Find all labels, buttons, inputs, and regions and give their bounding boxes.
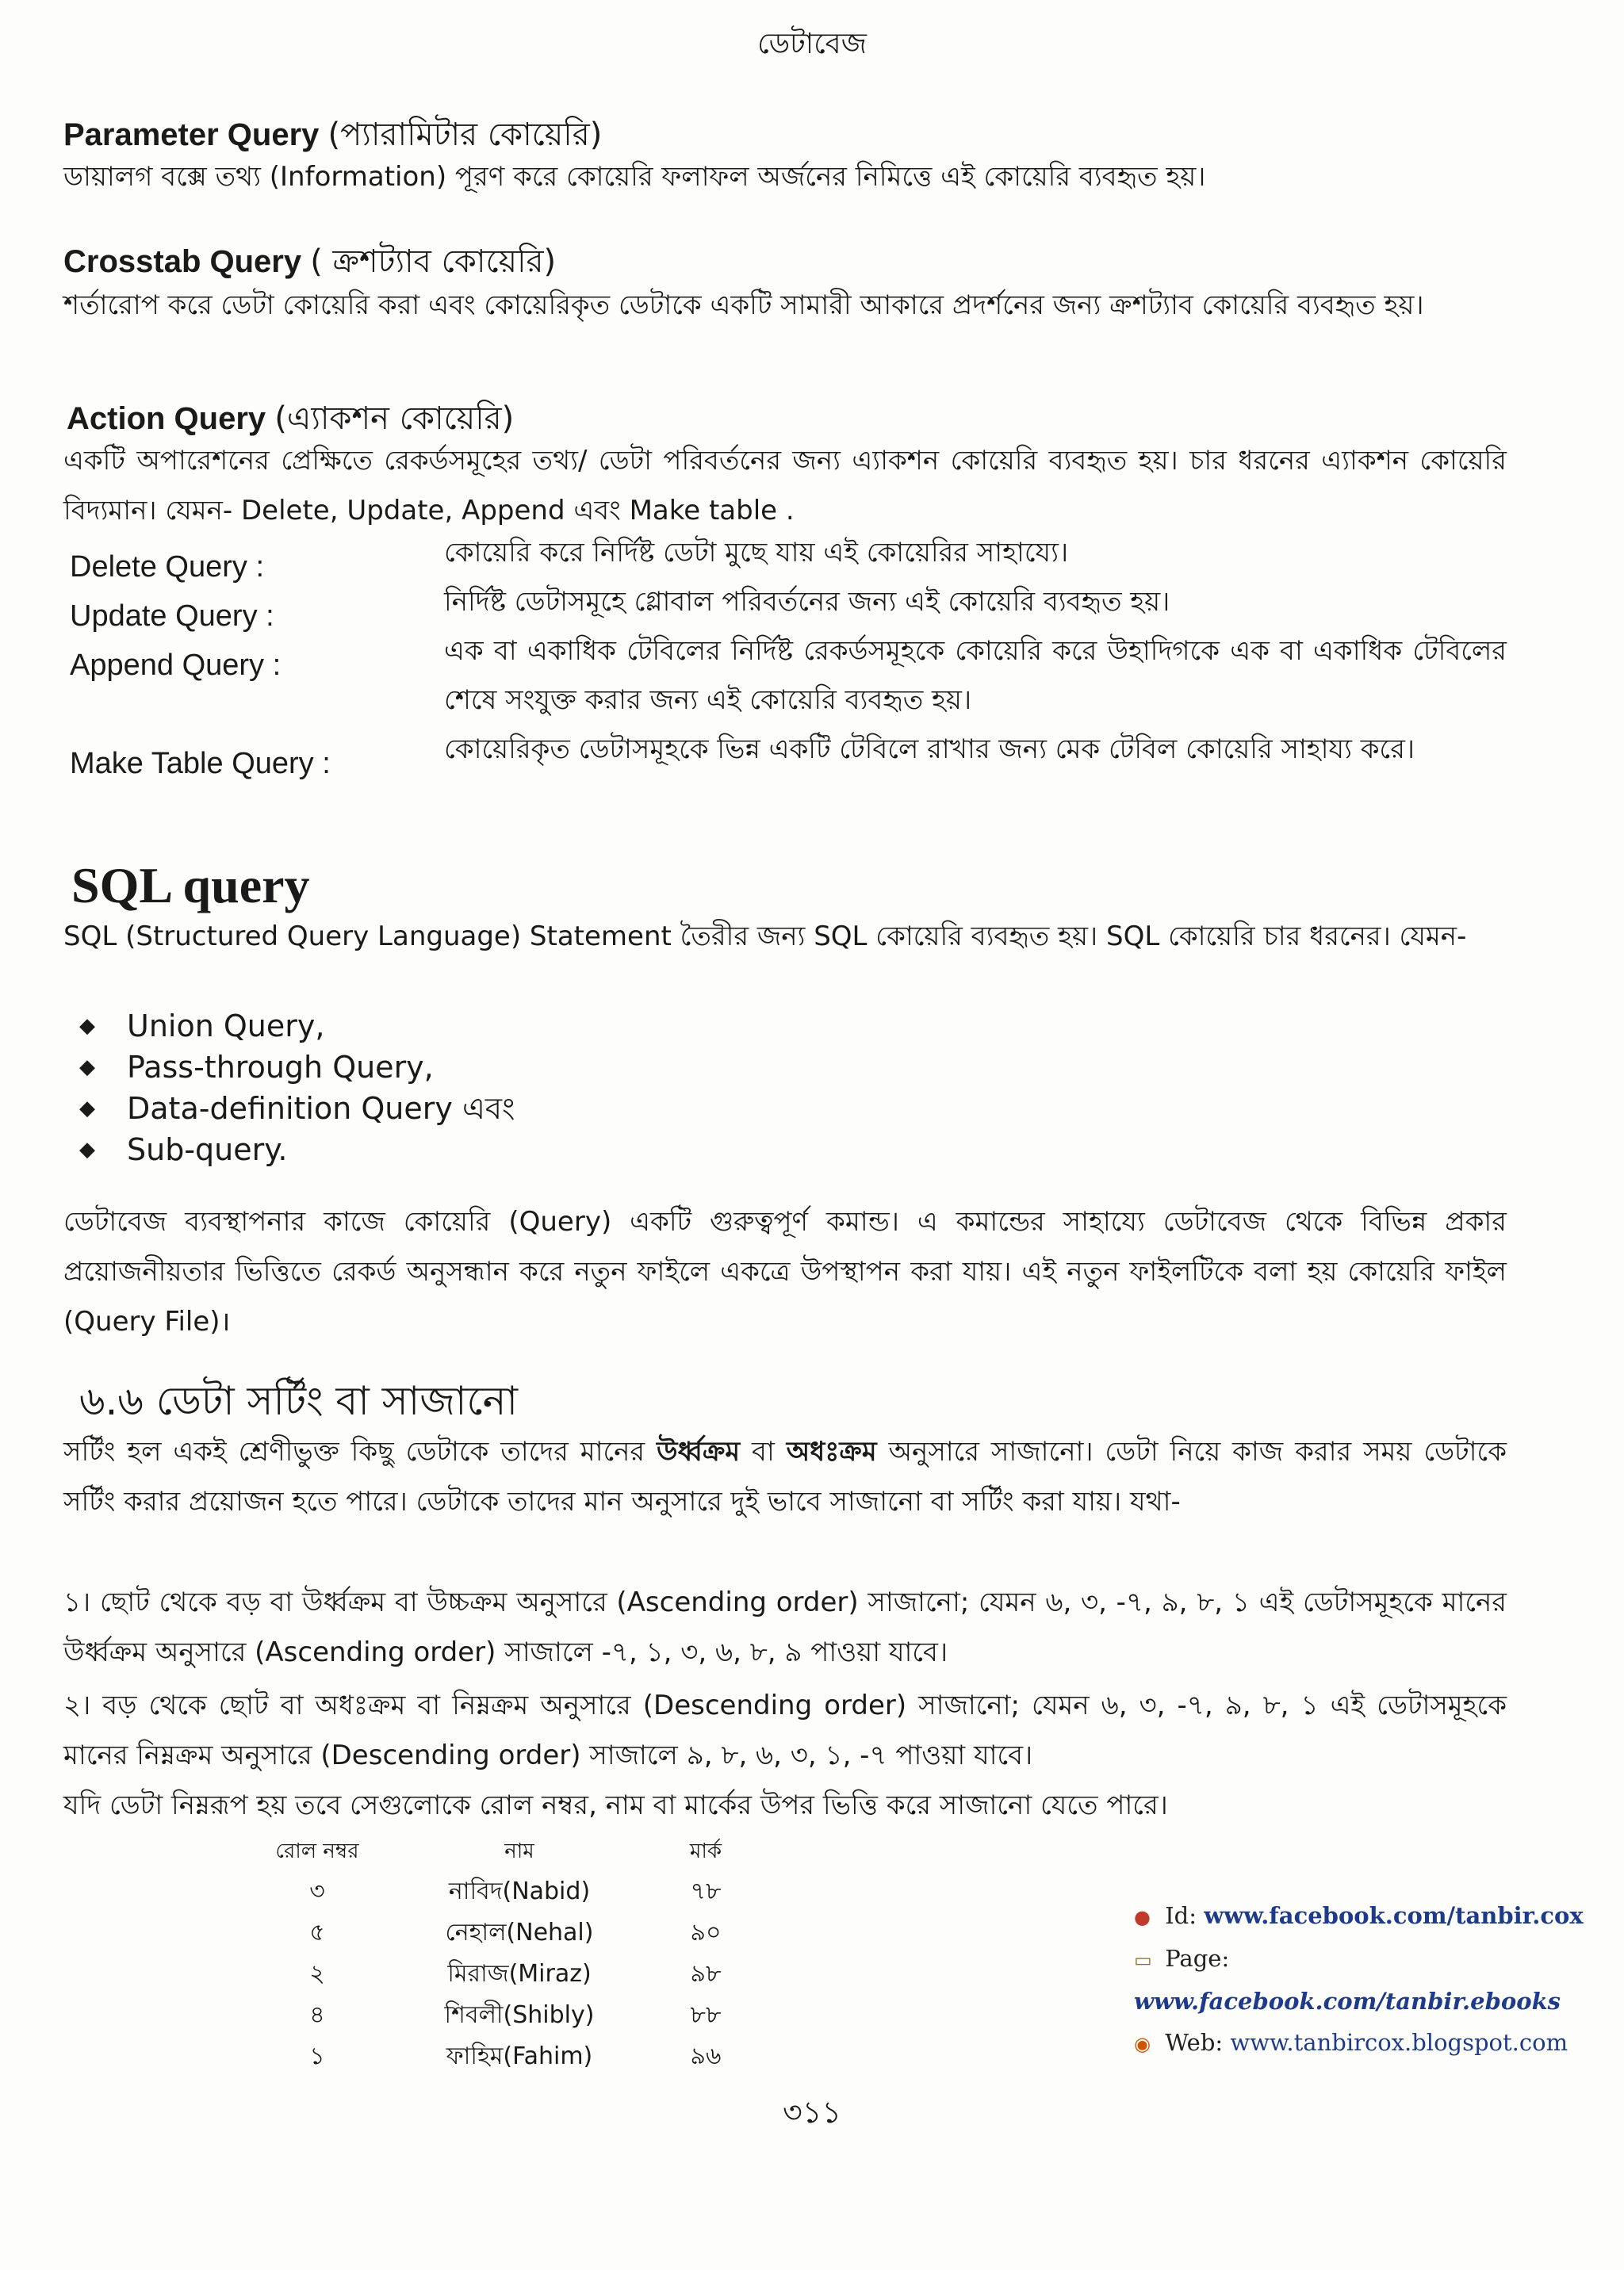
action-title-bn: (এ্যাকশন কোয়েরি) [274, 400, 515, 437]
list-item: ◆ Union Query, [79, 1005, 515, 1047]
diamond-bullet-icon: ◆ [79, 1097, 95, 1120]
list-item: ◆ Data-definition Query এবং [79, 1088, 515, 1129]
sorting-section-title: ৬.৬ ডেটা সর্টিং বা সাজানো [79, 1378, 518, 1424]
globe-icon: ◉ [1134, 2033, 1151, 2055]
location-pin-icon: ● [1134, 1906, 1151, 1928]
header-roll: রোল নম্বর [275, 1839, 359, 1863]
page-number: ৩১১ [782, 2095, 842, 2130]
table-header-row [238, 1833, 769, 1871]
append-query-term: Append Query : [70, 649, 282, 682]
update-query-desc: নির্দিষ্ট ডেটাসমূহে গ্লোবাল পরিবর্তনের জন্য এই কোয়েরি ব্যবহৃত হয়। [444, 586, 1170, 618]
website-link[interactable]: www.tanbircox.blogspot.com [1230, 2029, 1568, 2056]
delete-query-desc: কোয়েরি করে নির্দিষ্ট ডেটা মুছে যায় এই কোয়েরির সাহায্যে। [444, 537, 1069, 568]
parameter-title-bn: (প্যারামিটার কোয়েরি) [327, 117, 603, 153]
header-name: নাম [504, 1839, 534, 1863]
action-title-en: Action Query [67, 401, 266, 436]
diamond-bullet-icon: ◆ [79, 1138, 95, 1162]
social-links [1134, 1895, 1624, 2065]
table-row: ৫ নেহাল(Nehal) ৯০ [309, 1918, 722, 1947]
table-row: ২ মিরাজ(Miraz) ৯৮ [309, 1959, 722, 1988]
make-table-query-term: Make Table Query : [70, 747, 331, 780]
sorting-intro: সর্টিং হল একই শ্রেণীভুক্ত কিছু ডেটাকে তাদের মানের উর্ধ্বক্রম বা অধঃক্রম অনুসারে সাজানো। ডেটা নিয়ে কাজ করার সময় ডেটাকে সর্টিং করার প্রয়োজন হতে পারে। ডেটাকে তাদের মান অনুসারে দুই ভাবে সাজানো বা সর্টিং করা যায়। যথা- [63, 1436, 1507, 1518]
table-row: ৪ শিবলী(Shibly) ৮৮ [309, 2000, 722, 2029]
page-header: ডেটাবেজ [757, 28, 867, 60]
marks-table [238, 1833, 769, 2077]
make-table-query-desc: কোয়েরিকৃত ডেটাসমূহকে ভিন্ন একটি টেবিলে রাখার জন্য মেক টেবিল কোয়েরি সাহায্য করে। [444, 733, 1415, 765]
diamond-bullet-icon: ◆ [79, 1055, 95, 1079]
parameter-title-en: Parameter Query [63, 117, 320, 152]
facebook-page-link[interactable]: www.facebook.com/tanbir.ebooks [1134, 1988, 1561, 2015]
action-query-body: একটি অপারেশনের প্রেক্ষিতে রেকর্ডসমূহের তথ্য/ ডেটা পরিবর্তনের জন্য এ্যাকশন কোয়েরি ব্যবহৃত হয়। চার ধরনের এ্যাকশন কোয়েরি বিদ্যমান। যেমন- Delete, Update, Append এবং Make table . [63, 445, 1507, 526]
facebook-id-link[interactable]: www.facebook.com/tanbir.cox [1204, 1902, 1584, 1929]
crosstab-title-en: Crosstab Query [63, 244, 302, 279]
sorting-note: যদি ডেটা নিম্নরূপ হয় তবে সেগুলোকে রোল নম্বর, নাম বা মার্কের উপর ভিত্তি করে সাজানো যেতে পারে। [63, 1790, 1168, 1821]
descending-paragraph: ২। বড় থেকে ছোট বা অধঃক্রম বা নিম্নক্রম অনুসারে (Descending order) সাজানো; যেমন ৬, ৩, -৭, ৯, ৮, ১ এই ডেটাসমূহকে মানের নিম্নক্রম অনুসারে (Descending order) সাজালে ৯, ৮, ৬, ৩, ১, -৭ পাওয়া যাবে। [63, 1690, 1507, 1771]
crosstab-title-bn: ( ক্রশট্যাব কোয়েরি) [310, 243, 557, 280]
sql-query-outro: ডেটাবেজ ব্যবস্থাপনার কাজে কোয়েরি (Query) একটি গুরুত্বপূর্ণ কমান্ড। এ কমান্ডের সাহায্যে ডেটাবেজ থেকে বিভিন্ন প্রকার প্রয়োজনীয়তার ভিত্তিতে রেকর্ড অনুসন্ধান করে নতুন ফাইলে একত্রে উপস্থাপন করা যায়। এই নতুন ফাইলটিকে বলা হয় কোয়েরি ফাইল (Query File)। [63, 1206, 1507, 1338]
facebook-page-line: ▭ Page: www.facebook.com/tanbir.ebooks [1134, 1938, 1624, 2022]
sql-query-intro: SQL (Structured Query Language) Statement তৈরীর জন্য SQL কোয়েরি ব্যবহৃত হয়। SQL কোয়েরি চার ধরনের। যেমন- [63, 921, 1467, 952]
facebook-id-line: ● Id: www.facebook.com/tanbir.cox [1134, 1895, 1624, 1938]
table-row: ৩ নাবিদ(Nabid) ৭৮ [309, 1877, 722, 1905]
sql-query-title: SQL query [71, 857, 310, 913]
update-query-term: Update Query : [70, 599, 274, 633]
sql-query-types-list [79, 1005, 515, 1170]
header-marks: মার্ক [689, 1839, 722, 1863]
book-icon: ▭ [1134, 1949, 1152, 1971]
list-item: ◆ Sub-query. [79, 1129, 515, 1170]
diamond-bullet-icon: ◆ [79, 1014, 95, 1038]
table-row: ১ ফাহিম(Fahim) ৯৬ [309, 2042, 722, 2070]
ascending-paragraph: ১। ছোট থেকে বড় বা উর্ধ্বক্রম বা উচ্চক্রম অনুসারে (Ascending order) সাজানো; যেমন ৬, ৩, -৭, ৯, ৮, ১ এই ডেটাসমূহকে মানের উর্ধ্বক্রম অনুসারে (Ascending order) সাজালে -৭, ১, ৩, ৬, ৮, ৯ পাওয়া যাবে। [63, 1587, 1507, 1668]
append-query-desc: এক বা একাধিক টেবিলের নির্দিষ্ট রেকর্ডসমূহকে কোয়েরি করে উহাদিগকে এক বা একাধিক টেবিলের শেষে সংযুক্ত করার জন্য এই কোয়েরি ব্যবহৃত হয়। [444, 635, 1507, 716]
website-line: ◉ Web: www.tanbircox.blogspot.com [1134, 2022, 1624, 2065]
parameter-query-body: ডায়ালগ বক্সে তথ্য (Information) পূরণ করে কোয়েরি ফলাফল অর্জনের নিমিত্তে এই কোয়েরি ব্যবহৃত হয়। [63, 161, 1206, 193]
delete-query-term: Delete Query : [70, 550, 264, 584]
crosstab-query-body: শর্তারোপ করে ডেটা কোয়েরি করা এবং কোয়েরিকৃত ডেটাকে একটি সামারী আকারে প্রদর্শনের জন্য ক্রশট্যাব কোয়েরি ব্যবহৃত হয়। [63, 289, 1424, 321]
list-item: ◆ Pass-through Query, [79, 1047, 515, 1088]
